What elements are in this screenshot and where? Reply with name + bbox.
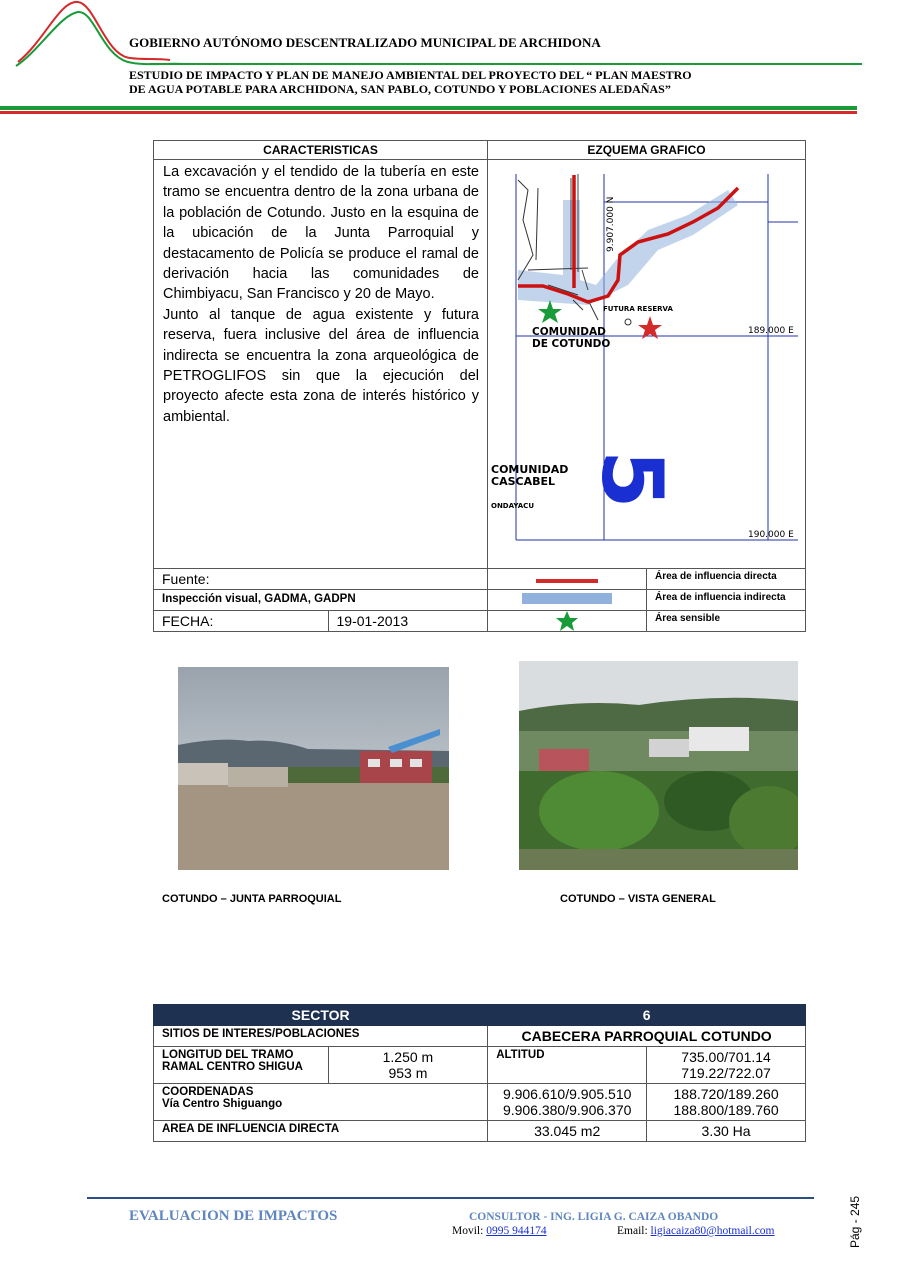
map-label-cascabel-1: COMUNIDAD [490, 463, 569, 476]
coord-north-1: 9.906.610/9.905.510 [502, 1086, 632, 1102]
map-label-cascabel-2: CASCABEL [490, 475, 555, 488]
footer-movil-label: Movil: [452, 1225, 484, 1237]
header-title-underline [150, 63, 862, 65]
map-sector-number: 5 [582, 450, 681, 509]
coord-label-1: COORDENADAS [162, 1086, 254, 1098]
coord-label-2: Vía Centro Shiguango [162, 1098, 283, 1110]
coord-east-2: 188.800/189.760 [673, 1102, 779, 1118]
photo-vista-general [519, 661, 798, 870]
longitud-value-1: 1.250 m [382, 1049, 434, 1065]
fecha-value: 19-01-2013 [328, 611, 487, 632]
fuente-label: Fuente: [154, 569, 488, 590]
legend-indirect-label: Área de influencia indirecta [646, 590, 805, 611]
area-label: AREA DE INFLUENCIA DIRECTA [154, 1121, 488, 1142]
footer-email-link[interactable]: ligiacaiza80@hotmail.com [650, 1225, 775, 1237]
footer-consultor: CONSULTOR - ING. LIGIA G. CAIZA OBANDO [469, 1211, 719, 1223]
longitud-value-2: 953 m [388, 1065, 428, 1081]
header-stripe-green [0, 106, 857, 110]
sensitive-area-star-1 [538, 300, 562, 323]
legend-direct-swatch-cell [487, 569, 646, 590]
area-m2: 33.045 m2 [488, 1121, 647, 1142]
legend-red-line [536, 579, 598, 583]
sector-value: 6 [488, 1005, 806, 1026]
map-label-futura: FUTURA RESERVA [602, 305, 673, 313]
footer-email-label: Email: [617, 1225, 648, 1237]
col-header-esquema: EZQUEMA GRAFICO [487, 141, 805, 160]
altitud-value-1: 735.00/701.14 [681, 1049, 771, 1065]
map-label-chimbiyacu: ONDAYACU [490, 502, 534, 510]
legend-star-icon [556, 611, 578, 631]
characteristics-table [153, 140, 806, 632]
coord-east-1: 188.720/189.260 [673, 1086, 779, 1102]
col-header-caracteristicas: CARACTERISTICAS [154, 141, 488, 160]
map-schematic [488, 160, 805, 567]
area-ha: 3.30 Ha [647, 1121, 806, 1142]
header-subtitle-line1: ESTUDIO DE IMPACTO Y PLAN DE MANEJO AMBIENTAL DEL PROYECTO DEL “ PLAN MAESTRO [129, 68, 692, 82]
header-stripe-red [0, 111, 857, 114]
description-paragraph-2: Junto al tanque de agua existente y futura reserva, fuera inclusive del área de influencia indirecta se encuentra la zona arqueológica de PETROGLIFOS sin que la ejecución del proyecto afecte esta zona de interés histórico y ambiental. [163, 306, 479, 425]
header-subtitle-line2: DE AGUA POTABLE PARA ARCHIDONA, SAN PABLO, COTUNDO Y POBLACIONES ALEDAÑAS” [129, 82, 671, 96]
footer-section-title: EVALUACION DE IMPACTOS [129, 1208, 338, 1224]
longitud-label [154, 1047, 329, 1084]
coord-label [154, 1084, 488, 1121]
coord-north-2: 9.906.380/9.906.370 [502, 1102, 632, 1118]
map-east-coord-1: 189.000 E [747, 326, 794, 336]
legend-indirect-swatch-cell [487, 590, 646, 611]
description-paragraph-1: La excavación y el tendido de la tubería en este tramo se encuentra dentro de la zona urbana de la población de Cotundo. Justo en la esquina de la ubicación de la Junta Parroquial y destacamento de Policía se produce el ramal de derivación hacia las comunidades de Chimbiyacu, San Francisco y 20 de Mayo. [163, 164, 479, 303]
sitios-value: CABECERA PARROQUIAL COTUNDO [488, 1026, 806, 1047]
photo-junta-parroquial [178, 667, 449, 870]
map-east-coord-2: 190.000 E [747, 530, 794, 540]
footer-movil [452, 1225, 547, 1237]
footer-email [617, 1225, 775, 1237]
map-cell [487, 160, 805, 569]
fuente-value: Inspección visual, GADMA, GADPN [154, 590, 488, 611]
altitud-label: ALTITUD [488, 1047, 647, 1084]
longitud-label-1: LONGITUD DEL TRAMO [162, 1049, 294, 1061]
footer-movil-link[interactable]: 0995 944174 [486, 1225, 547, 1237]
sector-label: SECTOR [154, 1005, 488, 1026]
coord-east-values [647, 1084, 806, 1121]
description-cell [154, 160, 488, 569]
fecha-label: FECHA: [154, 611, 329, 632]
longitud-label-2: RAMAL CENTRO SHIGUA [162, 1061, 303, 1073]
page-number: Pág - 245 [848, 1195, 862, 1248]
legend-blue-band [522, 593, 612, 604]
longitud-values [328, 1047, 488, 1084]
sector-table [153, 1004, 806, 1142]
caption-vista-general: COTUNDO – VISTA GENERAL [560, 893, 716, 905]
legend-direct-label: Área de influencia directa [646, 569, 805, 590]
sitios-label: SITIOS DE INTERES/POBLACIONES [154, 1026, 488, 1047]
map-north-coord: 9.907.000 N [605, 196, 616, 252]
footer-divider [87, 1197, 814, 1199]
legend-sensitive-swatch-cell [487, 611, 646, 632]
legend-sensitive-label: Área sensible [646, 611, 805, 632]
altitud-value-2: 719.22/722.07 [681, 1065, 771, 1081]
map-label-cotundo: COMUNIDAD DE COTUNDO [531, 326, 611, 350]
altitud-values [647, 1047, 806, 1084]
header-subtitle [129, 68, 819, 96]
header-title: GOBIERNO AUTÓNOMO DESCENTRALIZADO MUNICIPAL DE ARCHIDONA [129, 35, 601, 50]
caption-junta-parroquial: COTUNDO – JUNTA PARROQUIAL [162, 893, 342, 905]
coord-north-values [488, 1084, 647, 1121]
